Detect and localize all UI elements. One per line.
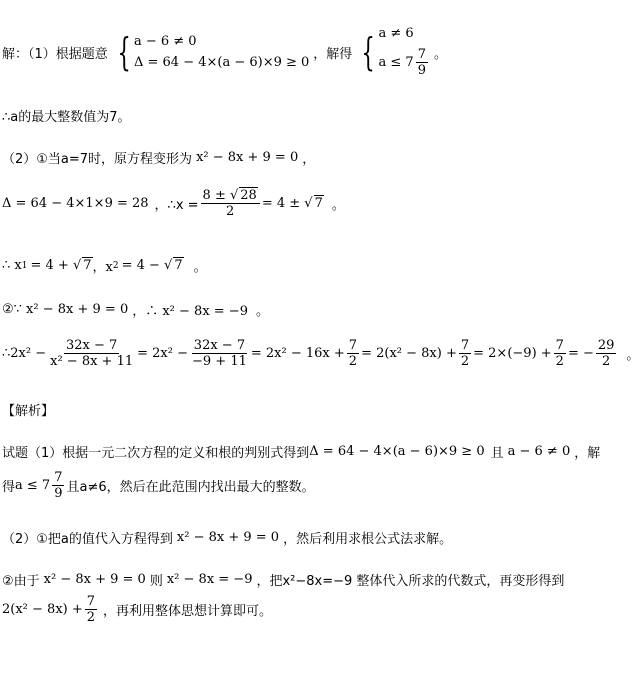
- line1-prefix: 解：（1）根据题意: [2, 46, 108, 62]
- line3-prefix: （2）①当a=7时，原方程变形为: [2, 152, 193, 167]
- analysis3-eq: x² − 8x + 9 = 0: [176, 530, 280, 545]
- root-fraction: [201, 188, 260, 219]
- fraction-4: $\frac{7}{2}$: [460, 338, 470, 369]
- analysis1-eq2: a − 6 ≠ 0: [507, 444, 571, 459]
- fraction-6: $\frac{29}{2}$: [597, 338, 615, 369]
- solution-line-3: [2, 148, 315, 167]
- condition-1: a − 6 ≠ 0: [133, 34, 197, 49]
- expr-step-2: = 2x² −: [137, 346, 189, 361]
- analysis4-text-a: ②由于: [2, 574, 40, 589]
- solution-line-6: [2, 300, 269, 319]
- analysis4-text-b: 则: [149, 574, 163, 589]
- expr-step-5: = 2×(−9) +: [473, 346, 552, 361]
- line1-end: 。: [433, 46, 447, 62]
- analysis-line-5: [2, 594, 272, 625]
- solution-line-1: [2, 26, 447, 78]
- subscript-2: 2: [112, 260, 119, 271]
- analysis-line-2: [2, 470, 315, 501]
- analysis5-text-b: ，再利用整体思想计算即可。: [103, 604, 273, 619]
- fraction-2: $\frac{32x - 7}{-9 + 11}$: [192, 338, 247, 369]
- left-brace: {: [361, 30, 376, 74]
- line4-mid: ，∴x =: [154, 198, 199, 213]
- expr-step-4: = 2(x² − 8x) +: [361, 346, 457, 361]
- max-integer-text: ∴a的最大整数值为7。: [2, 110, 131, 125]
- solution-line-2: [2, 106, 131, 125]
- result-2: [379, 47, 430, 78]
- fraction-1: $\frac{32x - 7}{\text{x² − 8x + 11}}$: [50, 338, 134, 369]
- line4-end: 。: [331, 198, 345, 213]
- analysis4-eq2: x² − 8x = −9: [166, 572, 253, 587]
- analysis5-expr: 2(x² − 8x) +: [2, 602, 83, 617]
- expr-start: ∴2x² −: [2, 346, 47, 361]
- because-equation: ②∵ x² − 8x + 9 = 0: [2, 302, 129, 317]
- numerator: 7: [417, 47, 426, 62]
- line1-mid: ，解得: [313, 46, 353, 62]
- analysis1-eq1: Δ = 64 − 4×(a − 6)×9 ≥ 0: [309, 444, 485, 459]
- analysis1-text-b: 且: [490, 446, 504, 461]
- result-2-pre: a ≤ 7: [378, 55, 414, 70]
- discriminant: Δ = 64 − 4×1×9 = 28: [2, 196, 149, 211]
- x1-value: = 4 + √ 7: [30, 258, 92, 273]
- analysis1-text-c: ，解: [574, 446, 601, 461]
- analysis-line-3: [2, 528, 452, 547]
- analysis3-text-b: ，然后利用求根公式法求解。: [283, 532, 453, 547]
- numerator: 8 ± √ 28: [201, 188, 260, 204]
- analysis3-text-a: （2）①把a的值代入方程得到: [2, 532, 173, 547]
- x1-label: ∴ x: [2, 258, 22, 273]
- line6-end: 。: [255, 304, 269, 319]
- line5-end: 。: [193, 260, 207, 275]
- analysis2-fraction: $\frac{7}{9}$: [54, 470, 63, 501]
- analysis2-text-b: 且a≠6，然后在此范围内找出最大的整数。: [66, 480, 315, 495]
- denominator: 9: [417, 63, 426, 78]
- line7-end: 。: [626, 348, 639, 363]
- subscript-1: 1: [21, 260, 28, 271]
- condition-2: Δ = 64 − 4×(a − 6)×9 ≥ 0: [133, 55, 310, 70]
- analysis5-fraction: $\frac{7}{2}$: [86, 594, 96, 625]
- analysis-heading-text: 【解析】: [2, 404, 55, 419]
- analysis2-ineq: a ≤ 7: [15, 478, 51, 493]
- analysis2-text-a: 得: [2, 480, 16, 495]
- fraction-5: $\frac{7}{2}$: [555, 338, 564, 369]
- root-simplified: = 4 ± √ 7: [261, 196, 323, 211]
- solution-line-4: [2, 188, 345, 219]
- solution-line-7: [2, 338, 639, 369]
- analysis-line-1: [2, 442, 600, 461]
- expr-step-3: = 2x² − 16x +: [250, 346, 345, 361]
- condition-system: [112, 30, 310, 74]
- analysis4-text-c: ，把x²−8x=−9 整体代入所求的代数式，再变形得到: [256, 574, 565, 589]
- expr-step-6: = −: [567, 346, 594, 361]
- line3-end: ，: [302, 152, 316, 167]
- result-1: a ≠ 6: [378, 26, 414, 41]
- x2-label: ，x: [92, 260, 113, 275]
- fraction-3: $\frac{7}{2}$: [348, 338, 358, 369]
- therefore-equation: ，∴ x² − 8x = −9: [132, 304, 248, 319]
- result-system: [356, 26, 430, 78]
- equation: x² − 8x + 9 = 0: [196, 150, 299, 165]
- analysis1-text-a: 试题（1）根据一元二次方程的定义和根的判别式得到: [2, 446, 310, 461]
- denominator: 2: [226, 204, 235, 219]
- left-brace: {: [117, 30, 131, 74]
- fraction: [416, 47, 428, 78]
- solution-line-5: [2, 256, 207, 275]
- analysis-line-4: [2, 570, 564, 589]
- x2-value: = 4 − √ 7: [121, 258, 183, 273]
- analysis-heading: [2, 400, 54, 419]
- analysis4-eq1: x² − 8x + 9 = 0: [43, 572, 146, 587]
